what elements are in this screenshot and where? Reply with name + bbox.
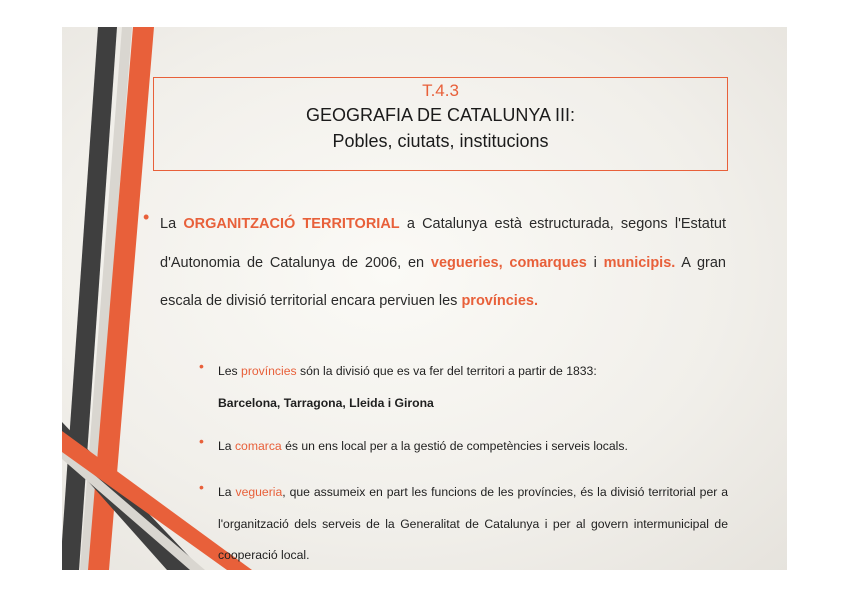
highlight-municipis: municipis. [603, 254, 676, 271]
main-bullet-text [160, 205, 726, 321]
text-run: són la divisió que es va fer del territori a partir de 1833: [296, 364, 597, 378]
topic-code: T.4.3 [422, 81, 459, 100]
highlight-comarca: comarca [234, 439, 282, 453]
sub-bullet-provincies [218, 356, 728, 419]
sub-bullet-vegueria [218, 477, 728, 570]
highlight-organitzacio: ORGANITZACIÓ TERRITORIAL [183, 216, 400, 232]
text-run: Les [218, 364, 242, 378]
text-run: , que assumeix en part les funcions de les províncies, és la divisió territorial per a l'organització dels serveis de la Generalitat de Catalunya i per al govern intermunicipal de cooperació local. [218, 485, 728, 562]
sub-bullet-dot-3: • [199, 479, 204, 495]
province-list: Barcelona, Tarragona, Lleida i Girona [218, 395, 434, 410]
title-line-2: Pobles, ciutats, institucions [332, 131, 549, 151]
text-run: és un ens local per a la gestió de competències i serveis locals. [281, 439, 628, 453]
main-bullet-dot: • [143, 207, 150, 227]
text-run: La [160, 216, 184, 232]
highlight-provincies-sub: províncies [241, 364, 297, 378]
title-box [153, 77, 728, 171]
text-run: a Catalunya està estructurada, segons l'Estatut d'Autonomia de Catalunya de 2006, en [160, 216, 726, 271]
text-run: La [218, 485, 236, 499]
sub-bullet-dot-1: • [199, 358, 204, 374]
highlight-vegueries-comarques: vegueries, comarques [430, 254, 587, 271]
highlight-vegueria: vegueria [235, 485, 283, 499]
sub-bullet-dot-2: • [199, 433, 204, 449]
title-line-1: GEOGRAFIA DE CATALUNYA III: [305, 105, 576, 125]
text-run: i [586, 254, 604, 271]
text-run: A gran escala de divisió territorial encara perviuen les [160, 254, 726, 309]
slide [62, 27, 787, 570]
highlight-provincies: províncies. [461, 293, 538, 309]
text-run: La [218, 439, 235, 453]
sub-bullet-comarca [218, 431, 728, 463]
